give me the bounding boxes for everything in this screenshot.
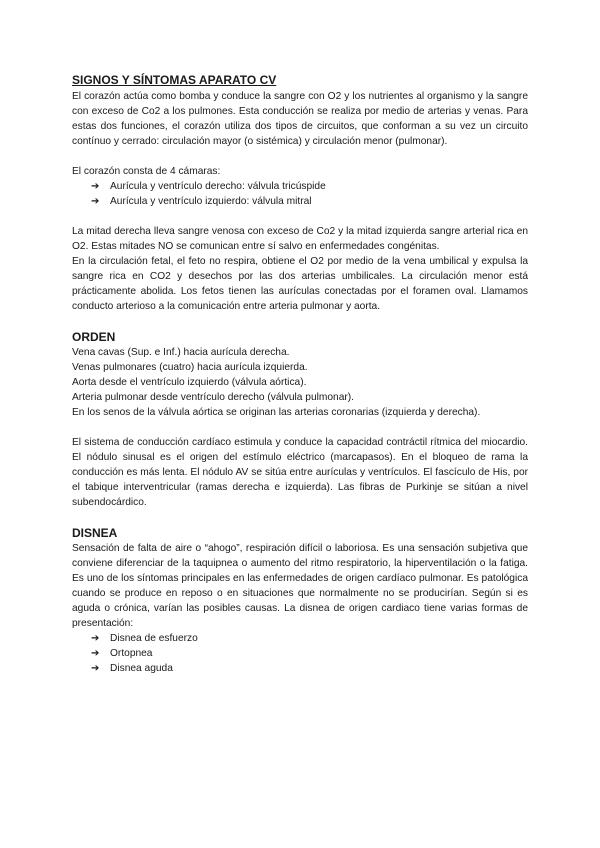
chambers-list <box>72 179 528 209</box>
list-item-text: Disnea de esfuerzo <box>110 633 198 644</box>
orden-line: Vena cavas (Sup. e Inf.) hacia aurícula derecha. <box>72 347 290 358</box>
orden-line: En los senos de la válvula aórtica se originan las arterias coronarias (izquierda y derecha). <box>72 407 481 418</box>
arrow-right-icon: ➔ <box>91 648 100 659</box>
page-title: SIGNOS Y SÍNTOMAS APARATO CV <box>72 73 277 87</box>
spacer <box>72 209 528 224</box>
spacer <box>72 420 528 435</box>
list-item <box>91 194 528 209</box>
list-item-text: Aurícula y ventrículo izquierdo: válvula mitral <box>110 196 312 207</box>
orden-line: Arteria pulmonar desde ventrículo derecho (válvula pulmonar). <box>72 392 354 403</box>
chambers-intro: El corazón consta de 4 cámaras: <box>72 166 221 177</box>
document-page <box>72 72 528 676</box>
spacer <box>72 149 528 164</box>
orden-line: Aorta desde el ventrículo izquierdo (válvula aórtica). <box>72 377 307 388</box>
intro-paragraph: El corazón actúa como bomba y conduce la sangre con O2 y los nutrientes al organismo y la sangre con exceso de Co2 a los pulmones. Esta conducción se realiza por medio de arterias y venas. Para estas dos funciones, el corazón utiliza dos tipos de circuitos, que conforman a su vez un circuito contínuo y cerrado: circulación mayor (o sistémica) y circulación menor (pulmonar). <box>72 91 528 147</box>
list-item <box>91 179 528 194</box>
fetal-paragraph: En la circulación fetal, el feto no respira, obtiene el O2 por medio de la vena umbilical y expulsa la sangre rica en CO2 y desechos por las dos arterias umbilicales. La circulación menor está prácticamente abolida. Los fetos tienen las aurículas conectadas por el foramen oval. Llamamos conducto arterioso a la comunicación entre arteria pulmonar y aorta. <box>72 256 528 312</box>
list-item <box>91 661 528 676</box>
list-item-text: Aurícula y ventrículo derecho: válvula tricúspide <box>110 181 326 192</box>
arrow-right-icon: ➔ <box>91 663 100 674</box>
orden-line: Venas pulmonares (cuatro) hacia aurícula izquierda. <box>72 362 308 373</box>
section-heading-orden: ORDEN <box>72 330 116 344</box>
disnea-paragraph: Sensación de falta de aire o “ahogo”, respiración difícil o laboriosa. Es una sensación subjetiva que conviene diferenciar de la taquipnea o aumento del ritmo respiratorio, la hiperventilación o la fatiga. Es uno de los síntomas principales en las enfermedades de origen cardíaco pulmonar. Es patológica cuando se produce en reposo o en situaciones que normalmente no se producirían. Según si es aguda o crónica, varían las posibles causas. La disnea de origen cardiaco tiene varias formas de presentación: <box>72 543 528 629</box>
halves-paragraph: La mitad derecha lleva sangre venosa con exceso de Co2 y la mitad izquierda sangre arterial rica en O2. Estas mitades NO se comunican entre sí salvo en enfermedades congénitas. <box>72 226 528 252</box>
spacer <box>72 314 528 329</box>
list-item <box>91 646 528 661</box>
arrow-right-icon: ➔ <box>91 196 100 207</box>
conduction-paragraph: El sistema de conducción cardíaco estimula y conduce la capacidad contráctil rítmica del miocardio. El nódulo sinusal es el origen del estímulo eléctrico (marcapasos). En el bloqueo de rama la conducción es más lenta. El nódulo AV se sitúa entre aurículas y ventrículos. El fascículo de His, por el tabique interventricular (ramas derecha e izquierda). Las fibras de Purkinje se sitúan a nivel subendocárdico. <box>72 437 528 508</box>
list-item-text: Ortopnea <box>110 648 153 659</box>
arrow-right-icon: ➔ <box>91 181 100 192</box>
list-item <box>91 631 528 646</box>
section-heading-disnea: DISNEA <box>72 526 118 540</box>
list-item-text: Disnea aguda <box>110 663 173 674</box>
arrow-right-icon: ➔ <box>91 633 100 644</box>
spacer <box>72 510 528 525</box>
disnea-forms-list <box>72 631 528 676</box>
